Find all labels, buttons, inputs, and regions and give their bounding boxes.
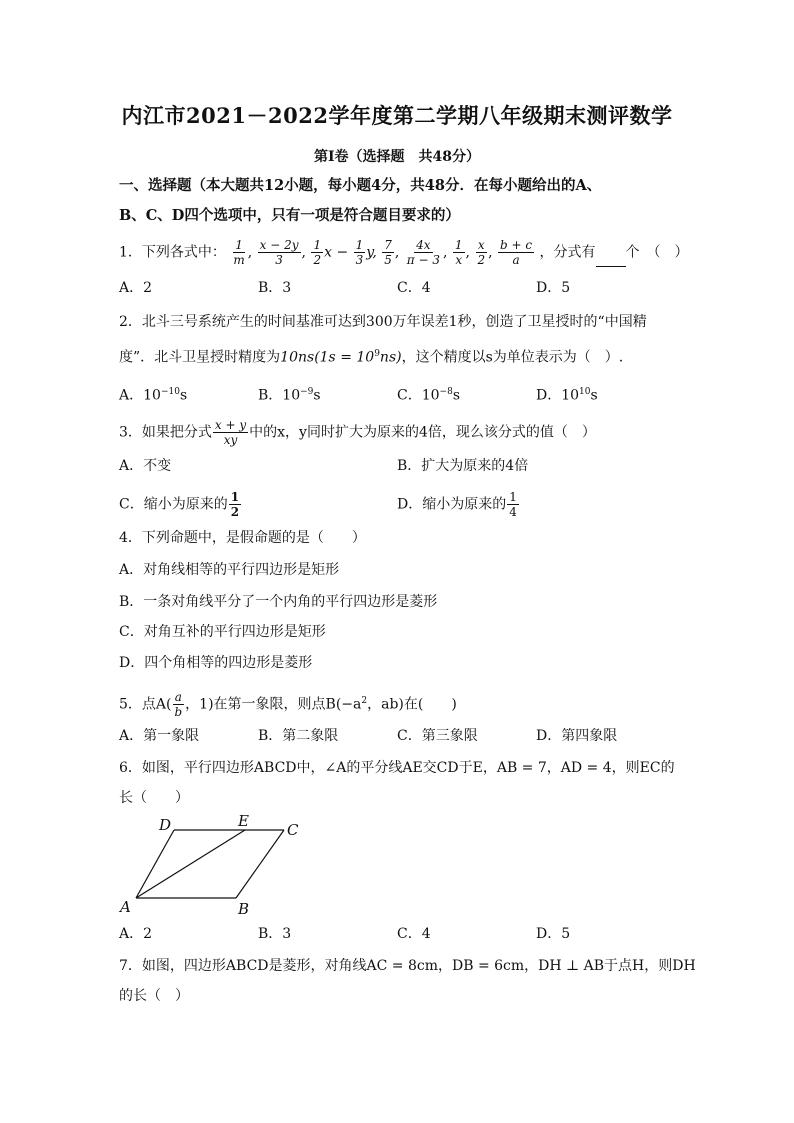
q5-option-a[interactable]: A．第一象限 — [119, 728, 200, 744]
q6-option-c[interactable]: C．4 — [397, 926, 431, 942]
question-6-line2: 长（ ） — [119, 790, 189, 806]
question-2-line1: 2．北斗三号系统产生的时间基准可达到300万年误差1秒，创造了卫星授时的“中国精 — [119, 314, 647, 330]
q1-fraction-1: $\frac{1}{m}$ — [233, 238, 245, 267]
q3-option-b[interactable]: B．扩大为原来的4倍 — [397, 458, 529, 474]
question-7-line1: 7．如图，四边形ABCD是菱形，对角线AC = 8cm，DB = 6cm，DH ⊥ AB于点H，则DH — [119, 958, 696, 974]
q4-option-a[interactable]: A．对角线相等的平行四边形是矩形 — [119, 562, 340, 578]
label-d: D — [159, 816, 172, 834]
label-c: C — [287, 821, 299, 839]
q5-option-d[interactable]: D．第四象限 — [536, 728, 618, 744]
q1-option-c[interactable]: C．4 — [397, 280, 431, 296]
q4-option-c[interactable]: C．对角互补的平行四边形是矩形 — [119, 624, 326, 640]
q5-fraction: $\frac{a}{b}$ — [174, 690, 183, 719]
q1-option-a[interactable]: A．2 — [119, 280, 153, 296]
section-heading-line2: B、C、D四个选项中，只有一项是符合题目要求的） — [119, 207, 460, 224]
q5-option-b[interactable]: B．第二象限 — [258, 728, 339, 744]
q5-option-c[interactable]: C．第三象限 — [397, 728, 478, 744]
q1-fraction-9: $\frac{b + c}{a}$ — [499, 238, 533, 267]
question-3-stem: 3．如果把分式 $\frac{x + y}{xy}$ 中的x，y同时扩大为原来的4倍，现么该分式的值（ ） — [119, 418, 596, 447]
question-2-line2: 度”．北斗卫星授时精度为$10ns(1s = 10^9ns)$，这个精度以s为单位表示为（ ）. — [119, 349, 624, 366]
q1-option-d[interactable]: D．5 — [536, 280, 571, 296]
q1-fraction-2: $\frac{x - 2y}{3}$ — [259, 238, 299, 267]
question-5-stem: 5．点A( $\frac{a}{b}$ ，1)在第一象限，则点$B(-a^2$，ab)在( ) — [119, 690, 457, 719]
q6-option-b[interactable]: B．3 — [258, 926, 292, 942]
q3-option-a[interactable]: A．不变 — [119, 458, 172, 474]
q2-option-b[interactable]: B．$10^{-9}s$ — [258, 387, 321, 404]
q4-option-d[interactable]: D．四个角相等的四边形是菱形 — [119, 655, 313, 671]
q2-option-c[interactable]: C．$10^{-8}s$ — [397, 387, 460, 404]
question-1-stem: 1．下列各式中： $\frac{1}{m}$ , $\frac{x - 2y}{3}$ , $\frac{1}{2}$ x − $\frac{1}{3}$ y, $\frac{7}{5}$ , $\frac{4x}{\pi - 3}$ , $\frac{1}{x}$ , $\frac{x}{2}$ , $\frac{b + c}{a}$ ，分式有 个 （ ） — [119, 238, 689, 267]
q1-fraction-6: $\frac{4x}{\pi - 3}$ — [406, 238, 440, 267]
q1-fraction-4: $\frac{1}{3}$ — [355, 238, 364, 267]
q1-option-b[interactable]: B．3 — [258, 280, 292, 296]
q3-option-d[interactable]: D．缩小为原来的 $\frac{1}{4}$ — [397, 490, 517, 519]
q1-prefix: 1．下列各式中： — [119, 244, 226, 261]
page-title: 内江市2021－2022学年度第二学期八年级期末测评数学 — [121, 103, 673, 128]
q1-fraction-3: $\frac{1}{2}$ — [313, 238, 322, 267]
question-6-line1: 6．如图，平行四边形ABCD中，∠A的平分线AE交CD于E，AB = 7，AD = 4，则EC的 — [119, 760, 675, 776]
bisector-ae — [136, 830, 245, 898]
side-bc — [236, 830, 284, 898]
q1-fraction-8: $\frac{x}{2}$ — [477, 238, 486, 267]
q6-option-a[interactable]: A．2 — [119, 926, 153, 942]
q6-option-d[interactable]: D．5 — [536, 926, 571, 942]
q4-option-b[interactable]: B．一条对角线平分了一个内角的平行四边形是菱形 — [119, 594, 438, 610]
label-b: B — [238, 900, 250, 918]
question-7-line2: 的长（ ） — [119, 988, 189, 1004]
paper-subtitle: 第Ⅰ卷（选择题 共48分） — [313, 149, 481, 165]
label-e: E — [238, 812, 249, 830]
q2-option-d[interactable]: D．$10^{10}s$ — [536, 387, 598, 404]
q2-option-a[interactable]: A．$10^{-10}s$ — [119, 387, 188, 404]
question-4-stem: 4．下列命题中，是假命题的是（ ） — [119, 530, 366, 546]
q1-fraction-7: $\frac{1}{x}$ — [454, 238, 463, 267]
q3-option-c[interactable]: C．缩小为原来的 $\frac{1}{2}$ — [119, 490, 240, 519]
parallelogram-figure — [110, 810, 320, 922]
q3-fraction: $\frac{x + y}{xy}$ — [214, 418, 247, 447]
section-heading-line1: 一、选择题（本大题共12小题，每小题4分，共48分．在每小题给出的A、 — [119, 177, 602, 194]
q1-answer-blank[interactable] — [596, 252, 626, 267]
label-a: A — [120, 898, 131, 916]
side-da — [136, 830, 174, 898]
q1-fraction-5: $\frac{7}{5}$ — [384, 238, 392, 267]
